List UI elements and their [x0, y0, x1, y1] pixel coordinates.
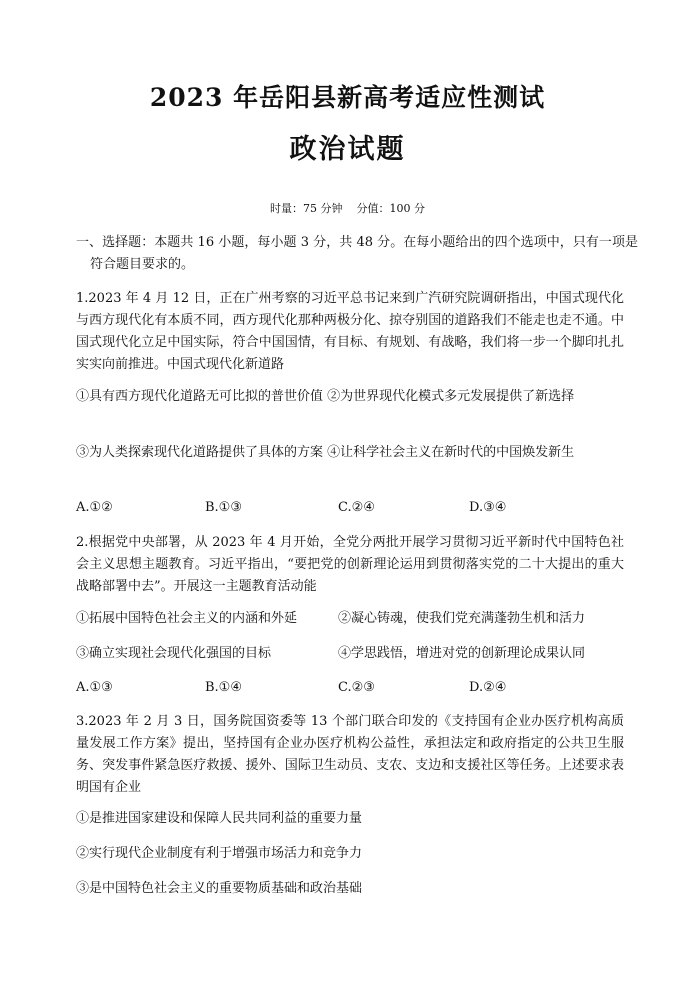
question-2-statement-2: ②凝心铸魂，使我们党充满蓬勃生机和活力: [338, 611, 586, 626]
question-2-options: [76, 677, 624, 699]
question-2-statement-3: ③确立实现社会现代化强国的目标: [76, 646, 272, 661]
option-c[interactable]: C.②③: [338, 680, 375, 695]
question-3-statement-3: ③是中国特色社会主义的重要物质基础和政治基础: [76, 881, 363, 896]
option-b[interactable]: B.①④: [205, 680, 242, 695]
question-3-statement-2: ②实行现代企业制度有利于增强市场活力和竞争力: [76, 846, 363, 861]
total-score: 分值：100 分: [356, 202, 425, 215]
question-2-stem: 2.根据党中央部署，从 2023 年 4 月开始，全党分两批开展学习贯彻习近平新时代中国特色社会主义思想主题教育。习近平指出，“要把党的创新理论运用到贯彻落实党的二十大提出的重大战略部署中去”。开展这一主题教育活动能: [76, 535, 624, 594]
exam-subject-title: 政治试题: [289, 134, 406, 165]
option-c[interactable]: C.②④: [338, 500, 375, 515]
question-1-statement-b: ③为人类探索现代化道路提供了具体的方案 ④让科学社会主义在新时代的中国焕发新生: [76, 445, 575, 460]
question-1-statement-a: ①具有西方现代化道路无可比拟的普世价值 ②为世界现代化模式多元发展提供了新选择: [76, 389, 575, 404]
option-b[interactable]: B.①③: [205, 500, 242, 515]
question-1-options: [76, 497, 624, 519]
option-a[interactable]: A.①③: [76, 680, 113, 695]
exam-meta: [0, 200, 695, 218]
question-1-stem: 1.2023 年 4 月 12 日，正在广州考察的习近平总书记来到广汽研究院调研指出，中国式现代化与西方现代化有本质不同，西方现代化那种两极分化、掠夺别国的道路我们不能走也走不通。中国式现代化立足中国实际，符合中国国情，有目标、有规划、有战略，我们将一步一个脚印扎扎实实向前推进。中国式现代化新道路: [76, 291, 624, 372]
option-d[interactable]: D.②④: [469, 680, 507, 695]
question-2-statements-row-1: [76, 608, 624, 630]
question-2-statement-4: ④学思践悟，增进对党的创新理论成果认同: [338, 646, 586, 661]
question-3-statement-1: ①是推进国家建设和保障人民共同利益的重要力量: [76, 811, 363, 826]
option-d[interactable]: D.③④: [469, 500, 507, 515]
time-limit: 时量：75 分钟: [270, 202, 343, 215]
question-3-stem: 3.2023 年 2 月 3 日，国务院国资委等 13 个部门联合印发的《支持国有企业办医疗机构高质量发展工作方案》提出，坚持国有企业办医疗机构公益性，承担法定和政府指定的公共卫生服务、突发事件紧急医疗救援、援外、国际卫生动员、支农、支边和支援社区等任务。上述要求表明国有企业: [76, 714, 624, 795]
option-a[interactable]: A.①②: [76, 500, 113, 515]
question-2-statement-1: ①拓展中国特色社会主义的内涵和外延: [76, 611, 298, 626]
question-2-statements-row-2: [76, 643, 624, 665]
section-heading: 一、选择题：本题共 16 小题，每小题 3 分，共 48 分。在每小题给出的四个选项中，只有一项是符合题目要求的。: [76, 235, 638, 272]
exam-title: 2023 年岳阳县新高考适应性测试: [149, 83, 546, 112]
